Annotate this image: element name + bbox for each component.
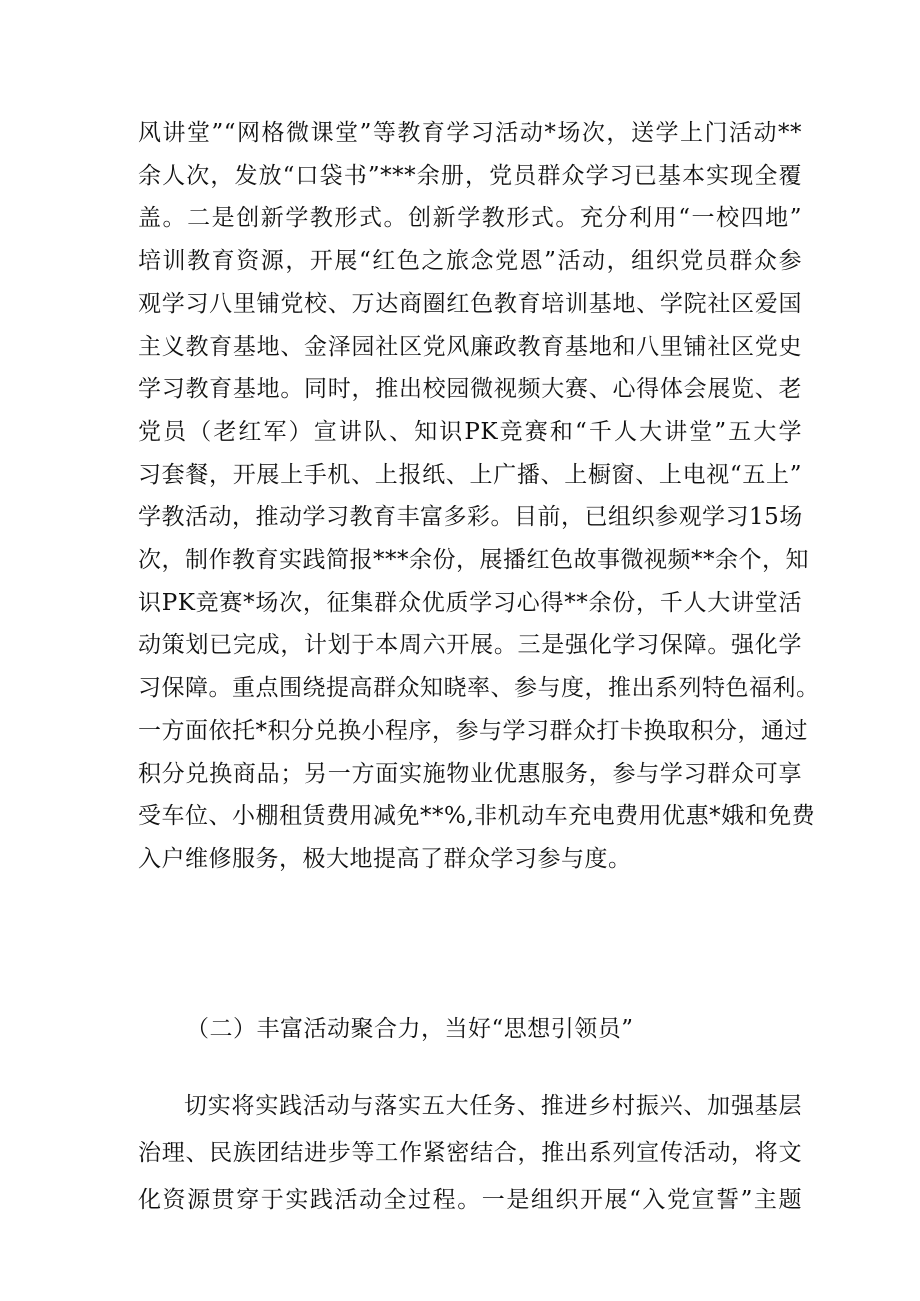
paragraph-line: 动策划已完成，计划于本周六开展。三是强化学习保障。强化学 <box>138 632 802 659</box>
paragraph-line: 一方面依托*积分兑换小程序，参与学习群众打卡换取积分，通过 <box>138 717 808 744</box>
paragraph-line: 习保障。重点围绕提高群众知晓率、参与度，推出系列特色福利。 <box>138 675 820 702</box>
section-heading: （二）丰富活动聚合力，当好“思想引领员” <box>186 1016 634 1042</box>
paragraph-line: 受车位、小棚租赁费用减免**%,非机动车充电费用优惠*娥和免费 <box>138 803 816 830</box>
paragraph-line: 观学习八里铺党校、万达商圈红色教育培训基地、学院社区爱国 <box>138 290 802 317</box>
paragraph-line: 习套餐，开展上手机、上报纸、上广播、上橱窗、上电视“五上” <box>138 461 802 488</box>
paragraph-line: 次，制作教育实践简报***余份，展播红色故事微视频**余个，知 <box>138 547 809 574</box>
paragraph-line: 党员（老红军）宣讲队、知识PK竞赛和“千人大讲堂”五大学 <box>138 418 802 445</box>
paragraph-line: 治理、民族团结进步等工作紧密结合，推出系列宣传活动，将文 <box>138 1140 802 1166</box>
paragraph-line: 识PK竞赛*场次，征集群众优质学习心得**余份，千人大讲堂活 <box>138 589 802 616</box>
paragraph-line: 积分兑换商品；另一方面实施物业优惠服务，参与学习群众可享 <box>138 760 802 787</box>
paragraph-line: 主义教育基地、金泽园社区党风廉政教育基地和八里铺社区党史 <box>138 333 802 360</box>
body-paragraph-2 <box>138 1083 802 1224</box>
paragraph-line: 学习教育基地。同时，推出校园微视频大赛、心得体会展览、老 <box>138 376 802 403</box>
paragraph-line: 入户维修服务，极大地提高了群众学习参与度。 <box>138 845 632 872</box>
body-paragraph-1 <box>138 112 820 881</box>
paragraph-line: 盖。二是创新学教形式。创新学教形式。充分利用“一校四地” <box>138 205 802 232</box>
paragraph-line: 余人次，发放“口袋书”***余册，党员群众学习已基本实现全覆 <box>138 162 802 189</box>
paragraph-line: 学教活动，推动学习教育丰富多彩。目前，已组织参观学习15场 <box>138 504 803 531</box>
paragraph-line: 风讲堂”“网格微课堂”等教育学习活动*场次，送学上门活动** <box>138 120 802 146</box>
paragraph-line: 化资源贯穿于实践活动全过程。一是组织开展“入党宣誓”主题 <box>138 1187 802 1213</box>
paragraph-line: 切实将实践活动与落实五大任务、推进乡村振兴、加强基层 <box>184 1093 802 1119</box>
paragraph-line: 培训教育资源，开展“红色之旅念党恩”活动，组织党员群众参 <box>138 248 802 275</box>
